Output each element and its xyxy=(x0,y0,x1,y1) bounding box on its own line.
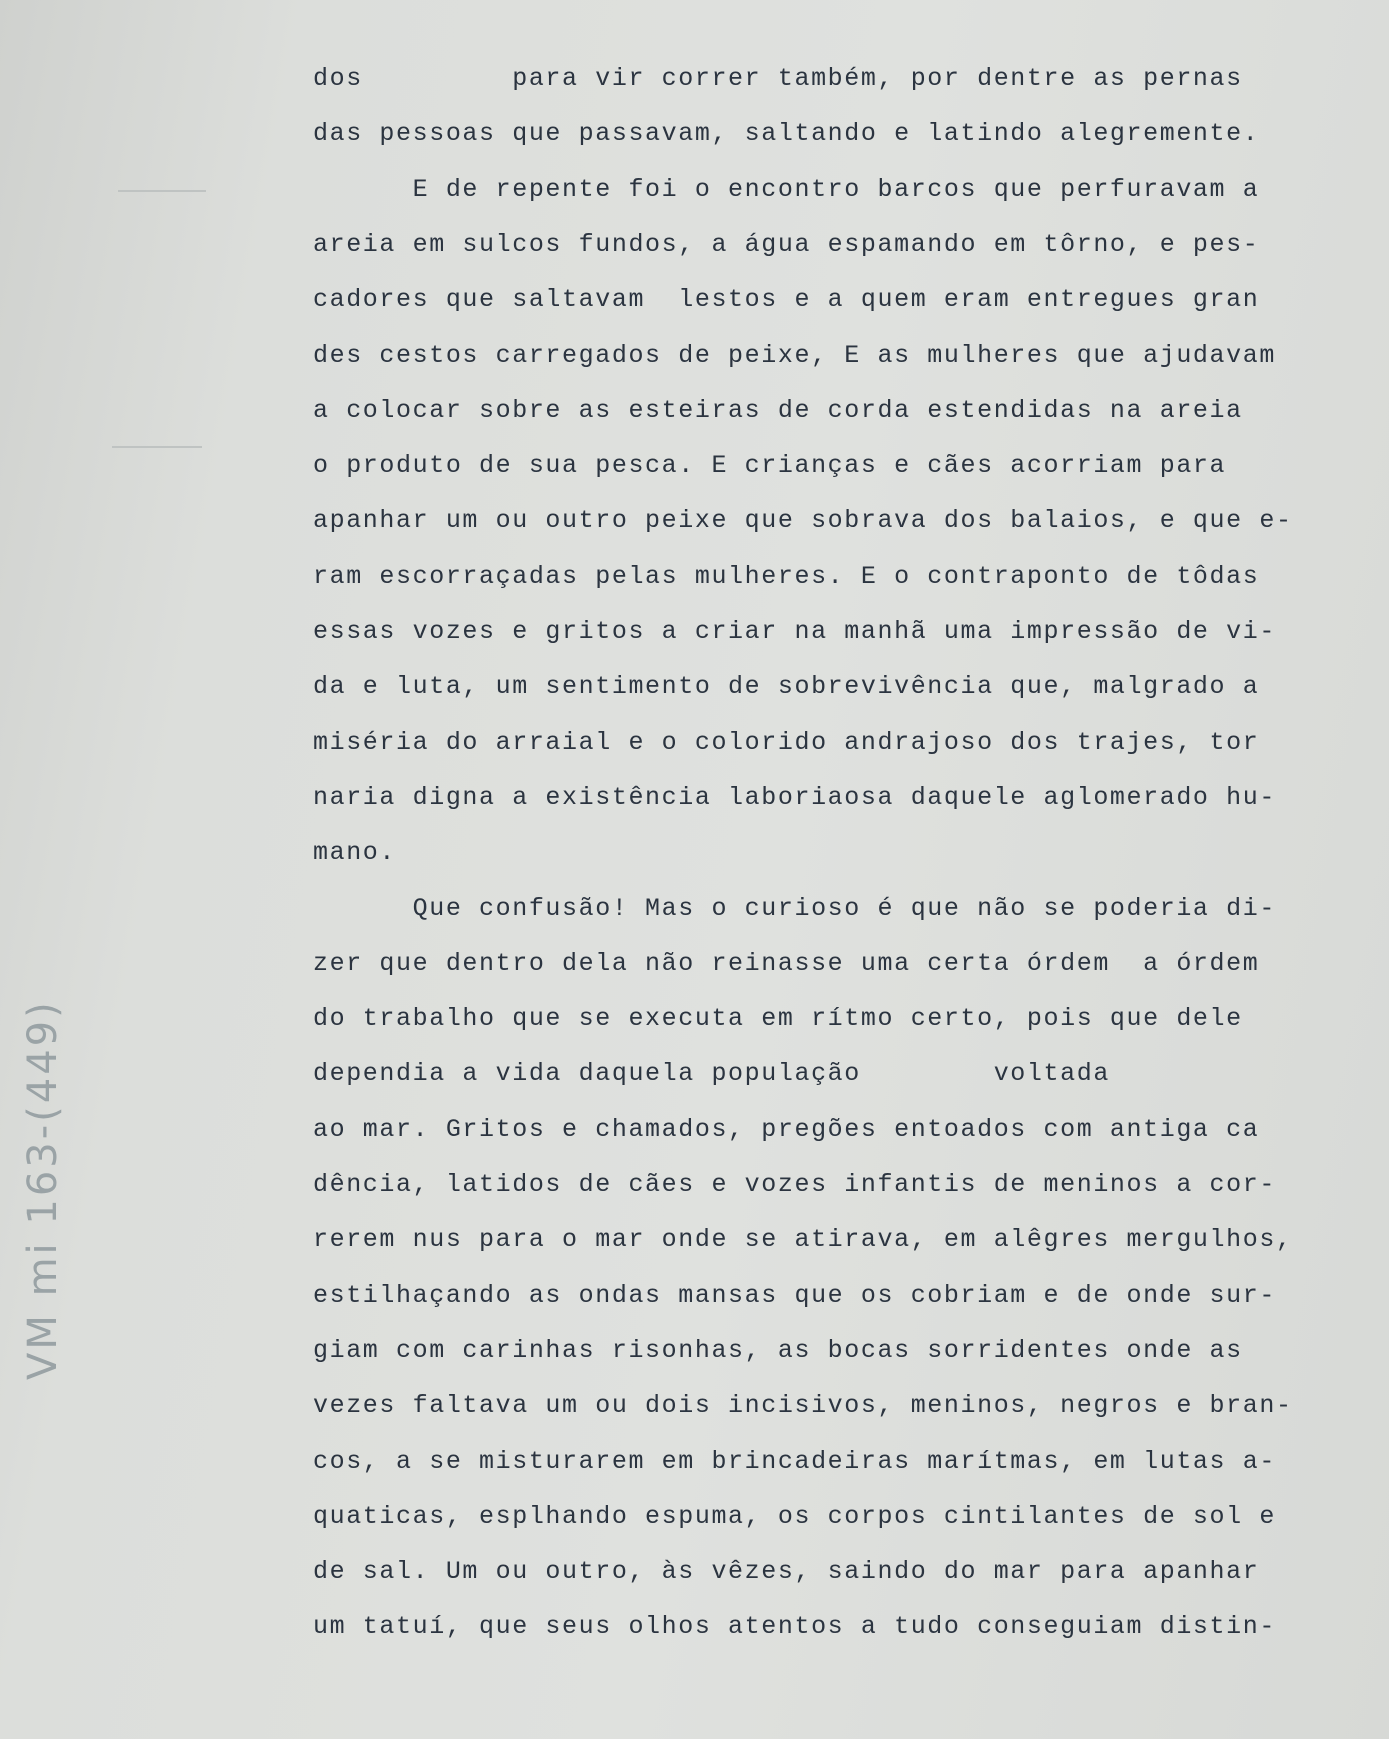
text-line: das pessoas que passavam, saltando e latindo alegremente. xyxy=(313,119,1260,148)
text-line: miséria do arraial e o colorido andrajoso dos trajes, tor xyxy=(313,728,1260,757)
text-line: ram escorraçadas pelas mulheres. E o contraponto de tôdas xyxy=(313,562,1260,591)
text-line: rerem nus para o mar onde se atirava, em alêgres mergulhos, xyxy=(313,1225,1293,1254)
margin-mark xyxy=(112,446,202,448)
text-line: giam com carinhas risonhas, as bocas sorridentes onde as xyxy=(313,1336,1243,1365)
text-line: apanhar um ou outro peixe que sobrava dos balaios, e que e- xyxy=(313,506,1293,535)
text-line: areia em sulcos fundos, a água espamando em tôrno, e pes- xyxy=(313,230,1260,259)
text-line: cadores que saltavam lestos e a quem eram entregues gran xyxy=(313,285,1260,314)
margin-mark xyxy=(118,190,206,192)
text-line: estilhaçando as ondas mansas que os cobriam e de onde sur- xyxy=(313,1281,1276,1310)
text-line: o produto de sua pesca. E crianças e cães acorriam para xyxy=(313,451,1227,480)
text-line: essas vozes e gritos a criar na manhã uma impressão de vi- xyxy=(313,617,1276,646)
text-line: des cestos carregados de peixe, E as mulheres que ajudavam xyxy=(313,341,1276,370)
text-line: dependia a vida daquela população voltada xyxy=(313,1059,1110,1088)
text-line: do trabalho que se executa em rítmo certo, pois que dele xyxy=(313,1004,1243,1033)
text-line: de sal. Um ou outro, às vêzes, saindo do mar para apanhar xyxy=(313,1557,1260,1586)
text-line: dos para vir correr também, por dentre as pernas xyxy=(313,64,1243,93)
text-line: a colocar sobre as esteiras de corda estendidas na areia xyxy=(313,396,1243,425)
text-line: vezes faltava um ou dois incisivos, meninos, negros e bran- xyxy=(313,1391,1293,1420)
text-line: dência, latidos de cães e vozes infantis de meninos a cor- xyxy=(313,1170,1276,1199)
text-line: cos, a se misturarem em brincadeiras marítmas, em lutas a- xyxy=(313,1447,1276,1476)
archival-reference-note: VM mi 163-(449) xyxy=(20,999,66,1380)
text-line: E de repente foi o encontro barcos que perfuravam a xyxy=(313,175,1260,204)
text-line: ao mar. Gritos e chamados, pregões entoados com antiga ca xyxy=(313,1115,1260,1144)
text-line: Que confusão! Mas o curioso é que não se poderia di- xyxy=(313,894,1276,923)
text-line: mano. xyxy=(313,838,397,867)
text-line: quaticas, esplhando espuma, os corpos cintilantes de sol e xyxy=(313,1502,1276,1531)
text-line: naria digna a existência laboriaosa daquele aglomerado hu- xyxy=(313,783,1276,812)
text-line: da e luta, um sentimento de sobrevivência que, malgrado a xyxy=(313,672,1260,701)
text-line: um tatuí, que seus olhos atentos a tudo conseguiam distin- xyxy=(313,1612,1276,1641)
text-line: zer que dentro dela não reinasse uma certa órdem a órdem xyxy=(313,949,1260,978)
